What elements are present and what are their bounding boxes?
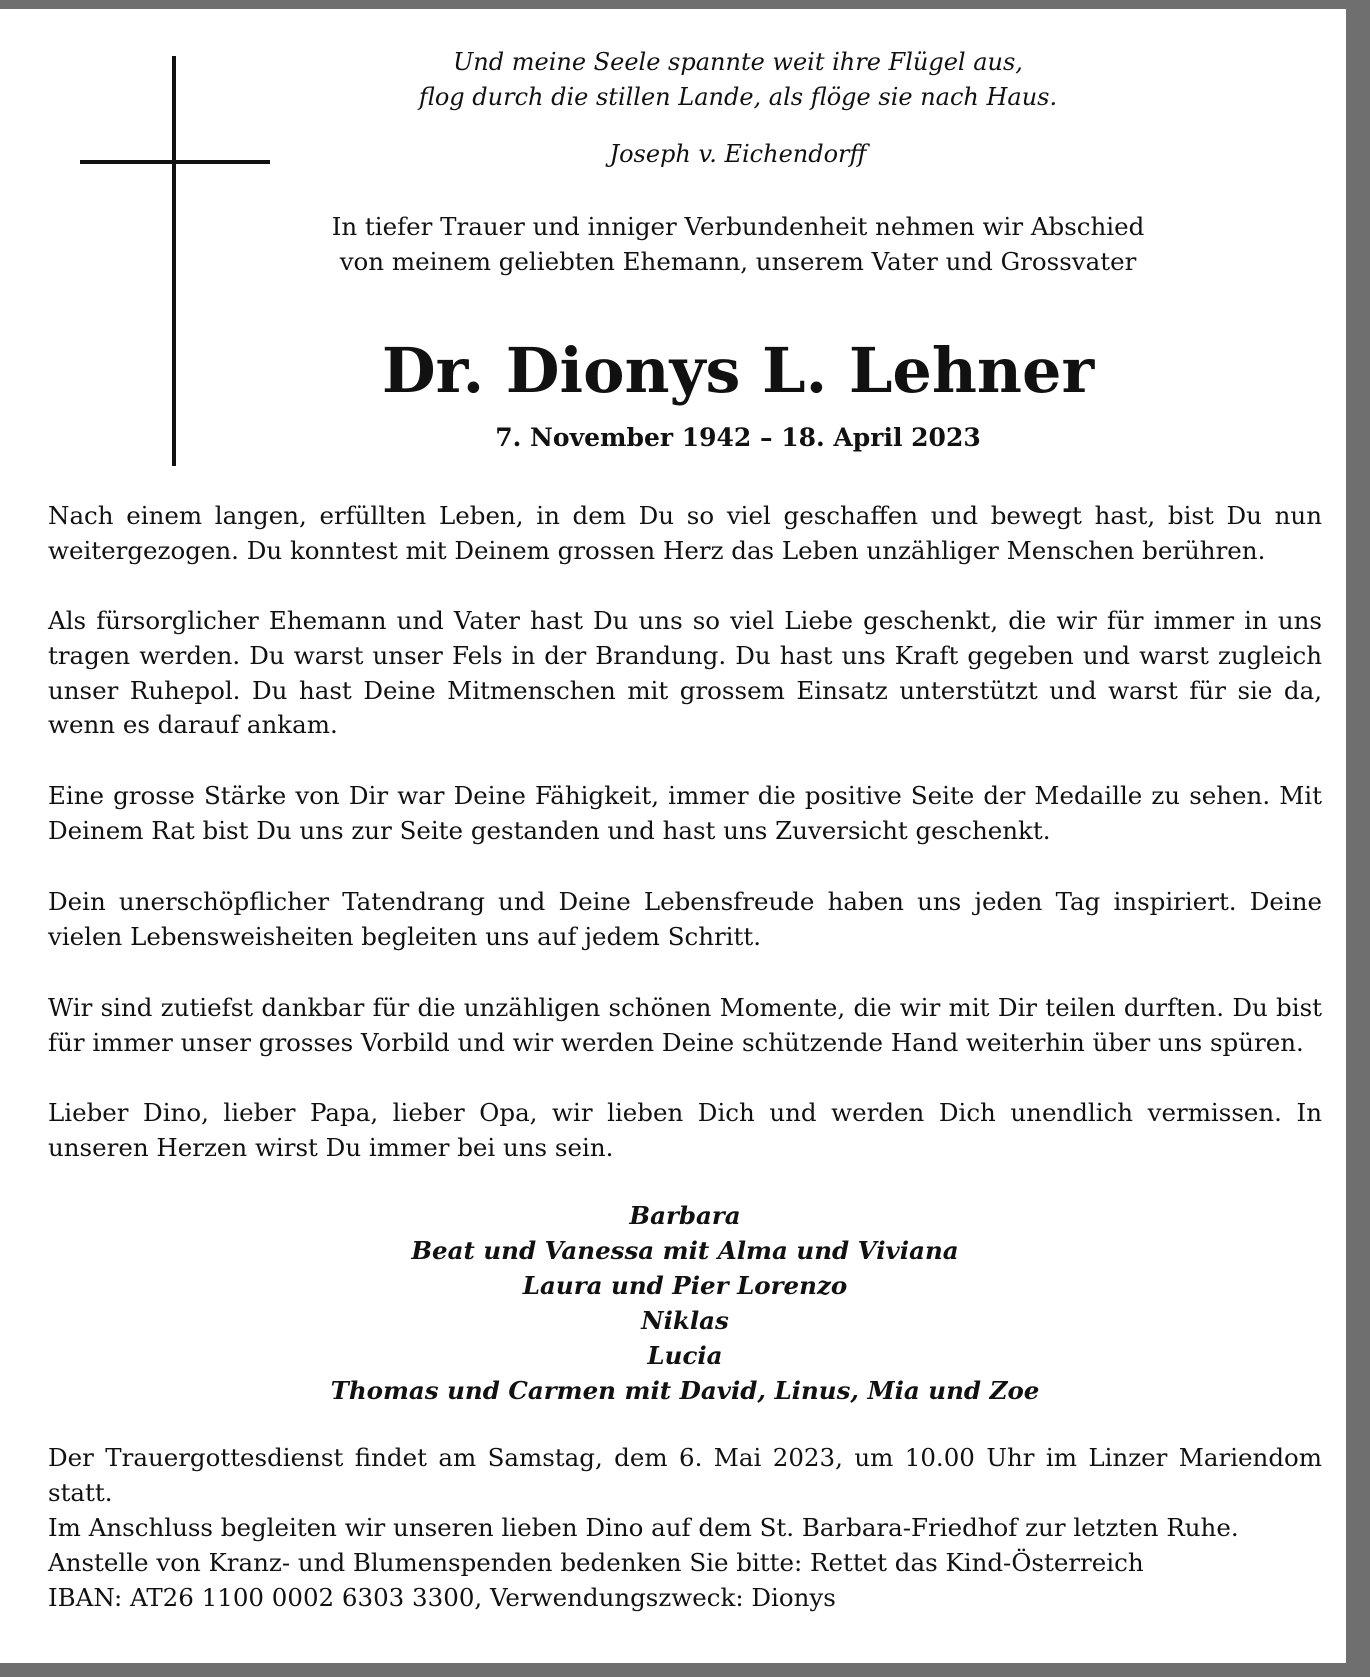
intro-text bbox=[300, 209, 1176, 279]
body-paragraph: Nach einem langen, erfüllten Leben, in dem Du so viel geschaffen und bewegt hast, bist Du nun weitergezogen. Du konntest mit Deinem grossen Herz das Leben unzähliger Menschen berühren. bbox=[48, 501, 1322, 565]
family-member: Beat und Vanessa mit Alma und Viviana bbox=[411, 1236, 959, 1265]
donation-line: Anstelle von Kranz- und Blumenspenden bedenken Sie bitte: Rettet das Kind-Österreich bbox=[48, 1548, 1144, 1577]
deceased-name: Dr. Dionys L. Lehner bbox=[381, 334, 1095, 407]
service-info bbox=[48, 1441, 1322, 1545]
life-dates: 7. November 1942 – 18. April 2023 bbox=[495, 423, 981, 452]
service-line: Der Trauergottesdienst findet am Samstag, dem 6. Mai 2023, um 10.00 Uhr im Linzer Mariendom statt. bbox=[48, 1443, 1322, 1507]
intro-line: von meinem geliebten Ehemann, unserem Vater und Grossvater bbox=[339, 247, 1137, 276]
body-paragraph: Eine grosse Stärke von Dir war Deine Fähigkeit, immer die positive Seite der Medaille zu sehen. Mit Deinem Rat bist Du uns zur Seite gestanden und hast uns Zuversicht geschenkt. bbox=[48, 781, 1322, 845]
cross-icon bbox=[80, 56, 270, 466]
quote-author: Joseph v. Eichendorff bbox=[609, 140, 867, 168]
family-member: Thomas und Carmen mit David, Linus, Mia und Zoe bbox=[330, 1376, 1040, 1405]
family-member: Laura und Pier Lorenzo bbox=[522, 1271, 848, 1300]
family-signatures bbox=[300, 1198, 1070, 1408]
body-paragraph: Als fürsorglicher Ehemann und Vater hast Du uns so viel Liebe geschenkt, die wir für immer in uns tragen werden. Du warst unser Fels in der Brandung. Du hast uns Kraft gegeben und warst zugleich unser Ruhepol. Du hast Deine Mitmenschen mit grossem Einsatz unterstützt und warst für sie da, wenn es darauf ankam. bbox=[48, 606, 1322, 740]
intro-line: In tiefer Trauer und inniger Verbundenheit nehmen wir Abschied bbox=[331, 212, 1145, 241]
cross-horizontal-bar bbox=[80, 160, 270, 164]
family-member: Barbara bbox=[629, 1201, 741, 1230]
donation-info bbox=[48, 1546, 1322, 1616]
obituary-page bbox=[0, 9, 1346, 1663]
body-paragraph: Wir sind zutiefst dankbar für die unzähligen schönen Momente, die wir mit Dir teilen durften. Du bist für immer unser grosses Vorbild und wir werden Deine schützende Hand weiterhin über uns spüren. bbox=[48, 993, 1322, 1057]
quote-line: Und meine Seele spannte weit ihre Flügel aus, bbox=[453, 48, 1023, 76]
donation-line: IBAN: AT26 1100 0002 6303 3300, Verwendungszweck: Dionys bbox=[48, 1582, 836, 1612]
family-member: Lucia bbox=[647, 1341, 723, 1370]
quote-line: flog durch die stillen Lande, als flöge sie nach Haus. bbox=[418, 83, 1058, 111]
family-member: Niklas bbox=[641, 1306, 729, 1335]
body-paragraph: Lieber Dino, lieber Papa, lieber Opa, wir lieben Dich und werden Dich unendlich vermissen. In unseren Herzen wirst Du immer bei uns sein. bbox=[48, 1098, 1322, 1162]
epigraph-quote bbox=[300, 45, 1176, 115]
service-line: Im Anschluss begleiten wir unseren lieben Dino auf dem St. Barbara-Friedhof zur letzten Ruhe. bbox=[48, 1512, 1239, 1542]
body-paragraph: Dein unerschöpflicher Tatendrang und Deine Lebensfreude haben uns jeden Tag inspiriert. Deine vielen Lebensweisheiten begleiten uns auf jedem Schritt. bbox=[48, 887, 1322, 951]
cross-vertical-bar bbox=[172, 56, 176, 466]
